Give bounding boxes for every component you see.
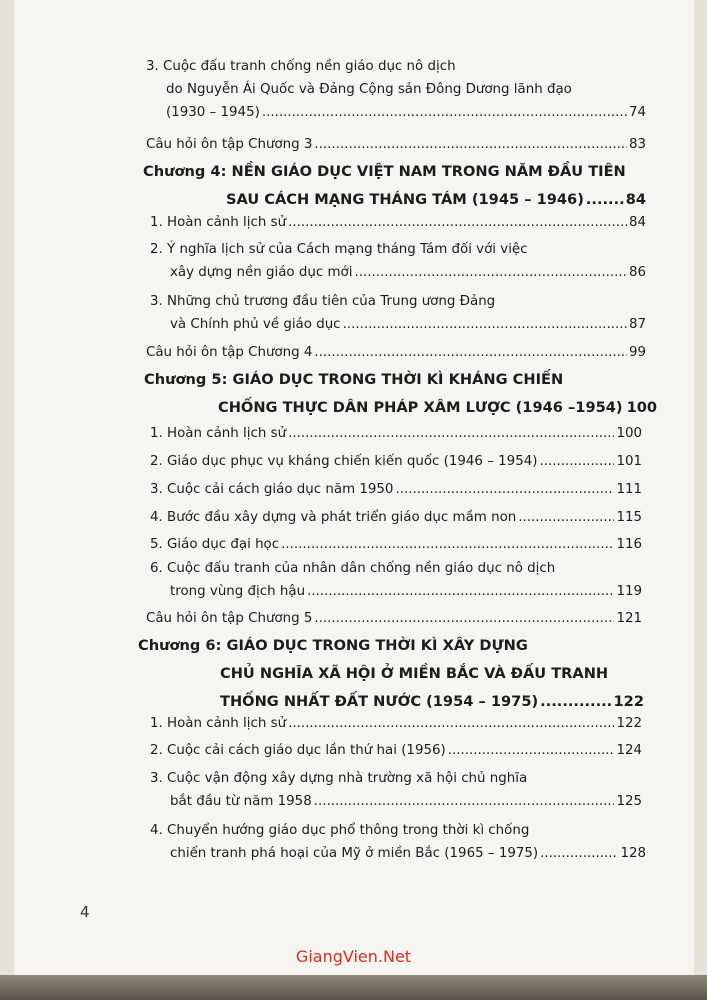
watermark: GiangVien.Net [295, 947, 412, 966]
toc-entry-6-3 [150, 767, 642, 813]
leader-dots [586, 186, 624, 214]
leader-dots [262, 101, 627, 124]
chapter-title: Chương 6: GIÁO DỤC TRONG THỜI KÌ XÂY DỰNG [138, 637, 528, 654]
toc-entry-text: 1. Hoàn cảnh lịch sử [150, 215, 287, 230]
toc-chapter-4 [143, 158, 646, 214]
toc-entry-text: Câu hỏi ôn tập Chương 3 [146, 137, 313, 152]
toc-entry-text: chiến tranh phá hoại của Mỹ ở miền Bắc (1965 – 1975) [170, 846, 539, 861]
toc-entry-4-3 [150, 290, 646, 336]
toc-entry-4-1 [150, 211, 646, 234]
toc-entry-text: 3. Cuộc đấu tranh chống nền giáo dục nô dịch [146, 59, 456, 74]
toc-page-number: 121 [616, 611, 642, 626]
toc-entry-text: 6. Cuộc đấu tranh của nhân dân chống nền giáo dục nô dịch [150, 561, 556, 576]
leader-dots [540, 842, 618, 865]
leader-dots [354, 261, 627, 284]
toc-entry-5-3 [150, 478, 642, 501]
toc-entry-text: 4. Bước đầu xây dựng và phát triển giáo dục mầm non [150, 510, 517, 525]
toc-entry-3-3 [146, 55, 646, 124]
leader-dots [314, 341, 627, 364]
toc-page-number: 74 [628, 105, 646, 120]
chapter-title: CHỐNG THỰC DÂN PHÁP XÂM LƯỢC (1946 –1954) [218, 399, 623, 416]
toc-entry-text: 4. Chuyển hướng giáo dục phổ thông trong thời kì chống [150, 823, 530, 838]
book-page [14, 0, 694, 975]
toc-chapter-6 [138, 632, 644, 716]
leader-dots [288, 211, 627, 234]
chapter-title: CHỦ NGHĨA XÃ HỘI Ở MIỀN BẮC VÀ ĐẤU TRANH [220, 665, 609, 682]
toc-page-number: 84 [628, 215, 646, 230]
toc-page-number: 100 [616, 426, 642, 441]
toc-entry-text: trong vùng địch hậu [170, 584, 306, 599]
toc-entry-text: xây dựng nền giáo dục mới [170, 265, 353, 280]
leader-dots [288, 422, 614, 445]
page-number: 4 [80, 903, 90, 921]
leader-dots [518, 506, 614, 529]
leader-dots [307, 580, 614, 603]
toc-entry-text: 1. Hoàn cảnh lịch sử [150, 426, 287, 441]
toc-entry-text: 2. Giáo dục phục vụ kháng chiến kiến quốc (1946 – 1954) [150, 454, 538, 469]
toc-page-number: 122 [616, 716, 642, 731]
leader-dots [314, 607, 614, 630]
toc-entry-6-1 [150, 712, 642, 735]
toc-page-number: 119 [616, 584, 642, 599]
toc-entry-6-4 [150, 819, 646, 865]
toc-entry-text: 3. Cuộc cải cách giáo dục năm 1950 [150, 482, 394, 497]
leader-dots [281, 533, 614, 556]
toc-entry-5-2 [150, 450, 642, 473]
toc-page-number: 99 [628, 345, 646, 360]
toc-entry-4-2 [150, 238, 646, 284]
chapter-title: Chương 5: GIÁO DỤC TRONG THỜI KÌ KHÁNG CHIẾN [144, 371, 564, 388]
toc-entry-text: do Nguyễn Ái Quốc và Đảng Cộng sản Đông Dương lãnh đạo [166, 82, 572, 97]
toc-page-number: 100 [626, 399, 658, 416]
toc-page-number: 111 [616, 482, 642, 497]
toc-entry-text: (1930 – 1945) [166, 105, 260, 120]
toc-review-3 [146, 133, 646, 156]
toc-review-4 [146, 341, 646, 364]
toc-page-number: 101 [616, 454, 642, 469]
toc-page-number: 116 [616, 537, 642, 552]
toc-entry-5-6 [150, 557, 642, 603]
toc-page-number: 124 [616, 743, 642, 758]
chapter-title: THỐNG NHẤT ĐẤT NƯỚC (1954 – 1975) [220, 693, 539, 710]
leader-dots [395, 478, 614, 501]
toc-chapter-5 [144, 366, 658, 422]
leader-dots [288, 712, 614, 735]
toc-page-number: 125 [616, 794, 642, 809]
toc-entry-6-2 [150, 739, 642, 762]
toc-page-number: 86 [628, 265, 646, 280]
toc-review-5 [146, 607, 642, 630]
toc-entry-text: Câu hỏi ôn tập Chương 4 [146, 345, 313, 360]
toc-entry-text: 2. Cuộc cải cách giáo dục lần thứ hai (1956) [150, 743, 446, 758]
leader-dots [314, 790, 615, 813]
toc-page-number: 115 [616, 510, 642, 525]
toc-entry-5-4 [150, 506, 642, 529]
toc-page-number: 84 [625, 191, 646, 208]
toc-entry-5-5 [150, 533, 642, 556]
chapter-title: Chương 4: NỀN GIÁO DỤC VIỆT NAM TRONG NĂM ĐẦU TIÊN [143, 163, 626, 180]
toc-entry-text: 5. Giáo dục đại học [150, 537, 280, 552]
table-surface [0, 975, 707, 1000]
toc-entry-text: 3. Cuộc vận động xây dựng nhà trường xã hội chủ nghĩa [150, 771, 528, 786]
chapter-title: SAU CÁCH MẠNG THÁNG TÁM (1945 – 1946) [226, 191, 584, 208]
toc-page-number: 122 [613, 693, 644, 710]
leader-dots [343, 313, 627, 336]
toc-page-number: 128 [620, 846, 646, 861]
toc-page-number: 87 [628, 317, 646, 332]
leader-dots [448, 739, 615, 762]
toc-entry-text: 1. Hoàn cảnh lịch sử [150, 716, 287, 731]
toc-entry-text: bắt đầu từ năm 1958 [170, 794, 312, 809]
toc-page-number: 83 [628, 137, 646, 152]
toc-entry-text: Câu hỏi ôn tập Chương 5 [146, 611, 313, 626]
toc-entry-text: 3. Những chủ trương đầu tiên của Trung ương Đảng [150, 294, 496, 309]
leader-dots [539, 450, 614, 473]
table-of-contents [14, 0, 694, 975]
toc-entry-5-1 [150, 422, 642, 445]
toc-entry-text: 2. Ý nghĩa lịch sử của Cách mạng tháng Tám đối với việc [150, 242, 528, 257]
toc-entry-text: và Chính phủ về giáo dục [170, 317, 341, 332]
leader-dots [314, 133, 627, 156]
